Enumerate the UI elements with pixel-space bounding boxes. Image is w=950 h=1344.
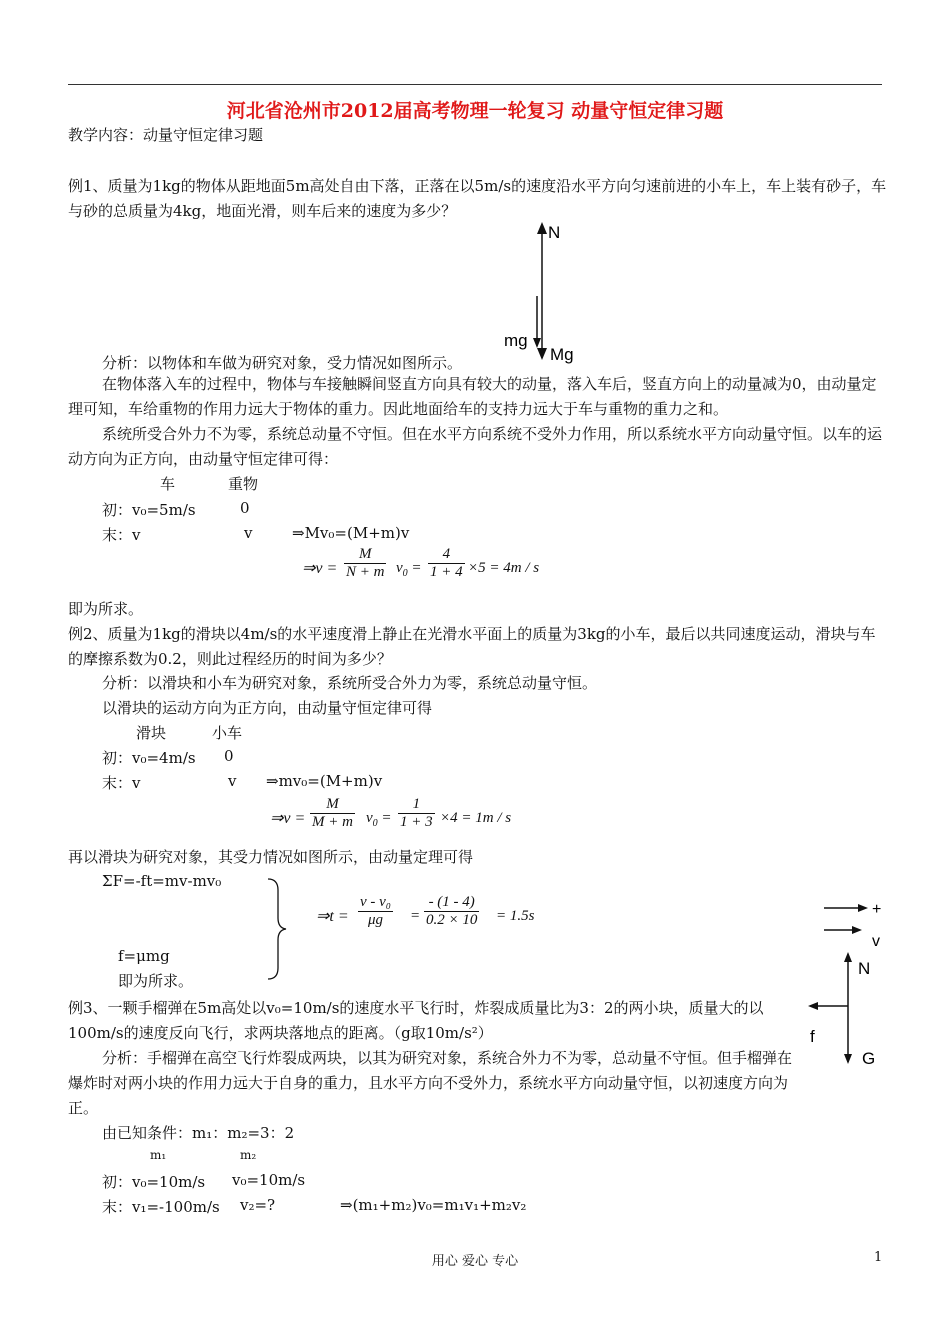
ex1-implies-v: ⇒v =	[302, 560, 338, 577]
ex2-final: 末：v	[102, 774, 141, 792]
ex1-conclusion: 即为所求。	[68, 600, 144, 618]
ex1-final: 末：v	[102, 526, 141, 544]
ex2-v0: $v_0$ =	[366, 810, 392, 829]
ex1-frac2-den: 1 + 4	[430, 564, 463, 580]
ex2-col-cart: 小车	[212, 724, 243, 742]
document-title: 河北省沧州市2012届高考物理一轮复习 动量守恒定律习题	[226, 100, 724, 122]
ex2-equation-1: ⇒mv₀=(M+m)v	[266, 772, 383, 790]
label-G: G	[862, 1049, 876, 1068]
ex2-force-diagram	[800, 896, 900, 1076]
ex1-v0: $v_0$ =	[396, 560, 422, 579]
ex2-equals: =	[410, 908, 421, 924]
label-Mg: Mg	[550, 345, 574, 364]
ex3-initial: 初：v₀=10m/s	[102, 1173, 206, 1191]
ex2-fraction-2	[398, 796, 435, 831]
ex2-t-fraction-2	[424, 894, 479, 929]
ex3-final-2: v₂=?	[240, 1196, 276, 1214]
label-f: f	[810, 1027, 815, 1046]
right-brace	[262, 876, 292, 982]
ex1-col-car: 车	[160, 475, 176, 493]
ex3-col-m1: m₁	[150, 1148, 167, 1162]
ex3-analysis: 分析：手榴弹在高空飞行炸裂成两块，以其为研究对象，系统合外力不为零，总动量不守恒。但手榴弹在爆炸时对两小块的作用力远大于自身的重力，且水平方向不受外力，系统水平方向动量守恒，以初速度方向为正。	[68, 1049, 793, 1117]
page-number: 1	[874, 1250, 883, 1265]
ex2-t-tail: = 1.5s	[496, 908, 535, 924]
ex2-momentum-theorem: ΣF=-ft=mv-mv₀	[102, 872, 222, 890]
ex2-t-frac1-den: μg	[358, 911, 393, 929]
ex2-frac1-num: M	[326, 796, 339, 812]
label-v: v	[872, 933, 880, 950]
header-rule	[68, 84, 882, 85]
ex3-equation: ⇒(m₁+m₂)v₀=m₁v₁+m₂v₂	[340, 1196, 527, 1214]
ex3-question: 例3、一颗手榴弹在5m高处以v₀=10m/s的速度水平飞行时，炸裂成质量比为3：2的两小块，质量大的以100m/s的速度反向飞行，求两块落地点的距离。（g取10m/s²）	[68, 999, 764, 1042]
ex1-col-weight: 重物	[228, 475, 259, 493]
label-N-2: N	[858, 959, 871, 978]
ex1-final-weight: v	[244, 524, 253, 542]
ex2-equation-tail: ×4 = 1m / s	[440, 810, 512, 826]
ex2-frac2-den: 1 + 3	[400, 814, 433, 830]
ex1-frac1-den: N + m	[346, 564, 385, 580]
ex1-frac1-num: M	[358, 546, 372, 562]
ex2-initial-cart: 0	[224, 747, 234, 765]
ex1-equation-tail: ×5 = 4m / s	[468, 560, 540, 576]
ex1-paragraph-2: 在物体落入车的过程中，物体与车接触瞬间竖直方向具有较大的动量，落入车后，竖直方向上的动量减为0，由动量定理可知，车给重物的作用力远大于物体的重力。因此地面给车的支持力远大于车与重物的重力之和。	[68, 375, 877, 418]
ex1-initial-weight: 0	[240, 499, 250, 517]
ex1-equation-1: ⇒Mv₀=(M+m)v	[292, 524, 410, 542]
ex1-force-diagram	[500, 218, 600, 368]
ex2-direction: 以滑块的运动方向为正方向，由动量守恒定律可得	[102, 699, 433, 717]
ex1-fraction-1	[344, 546, 386, 581]
ex1-frac2-num: 4	[442, 546, 451, 562]
ex2-final-cart: v	[228, 772, 237, 790]
ex1-fraction-2	[428, 546, 465, 581]
label-mg: mg	[504, 331, 528, 350]
ex3-initial-2: v₀=10m/s	[232, 1171, 306, 1189]
label-plus: +	[872, 901, 882, 918]
ex2-conclusion: 即为所求。	[118, 972, 194, 990]
ex2-frac1-den: M + m	[312, 814, 353, 830]
ex1-analysis: 分析：以物体和车做为研究对象，受力情况如图所示。	[102, 354, 463, 372]
ex1-initial: 初：v₀=5m/s	[102, 501, 196, 519]
ex3-final: 末：v₁=-100m/s	[102, 1198, 220, 1216]
label-N: N	[548, 223, 561, 242]
ex3-known: 由已知条件：m₁：m₂=3：2	[102, 1124, 295, 1142]
ex2-question: 例2、质量为1kg的滑块以4m/s的水平速度滑上静止在光滑水平面上的质量为3kg的小车，最后以共同速度运动，滑块与车的摩擦系数为0.2，则此过程经历的时间为多少？	[68, 625, 876, 668]
ex2-t-frac2-den: 0.2 × 10	[426, 912, 478, 928]
ex2-analysis: 分析：以滑块和小车为研究对象，系统所受合外力为零，系统总动量守恒。	[102, 674, 598, 692]
ex2-second-analysis: 再以滑块为研究对象，其受力情况如图所示，由动量定理可得	[68, 848, 474, 866]
ex2-implies-v: ⇒v =	[270, 810, 306, 827]
ex2-t-frac2-num: - (1 - 4)	[428, 894, 475, 910]
ex2-friction: f=μmg	[118, 947, 170, 965]
ex2-implies-t: ⇒t =	[316, 908, 349, 925]
ex2-initial: 初：v₀=4m/s	[102, 749, 196, 767]
ex1-question: 例1、质量为1kg的物体从距地面5m高处自由下落，正落在以5m/s的速度沿水平方向匀速前进的小车上，车上装有砂子，车与砂的总质量为4kg，地面光滑，则车后来的速度为多少？	[68, 177, 887, 220]
page-footer: 用心 爱心 专心	[431, 1254, 519, 1269]
ex2-t-fraction-1	[358, 894, 393, 929]
ex3-col-m2: m₂	[240, 1148, 257, 1162]
ex2-fraction-1	[310, 796, 355, 831]
ex2-col-block: 滑块	[136, 724, 167, 742]
content-line: 教学内容：动量守恒定律习题	[68, 126, 264, 144]
ex2-t-frac1-num: v - v₀	[360, 894, 392, 910]
ex2-frac2-num: 1	[412, 796, 421, 812]
ex1-paragraph-3: 系统所受合外力不为零，系统总动量不守恒。但在水平方向系统不受外力作用，所以系统水平方向动量守恒。以车的运动方向为正方向，由动量守恒定律可得：	[68, 425, 883, 468]
